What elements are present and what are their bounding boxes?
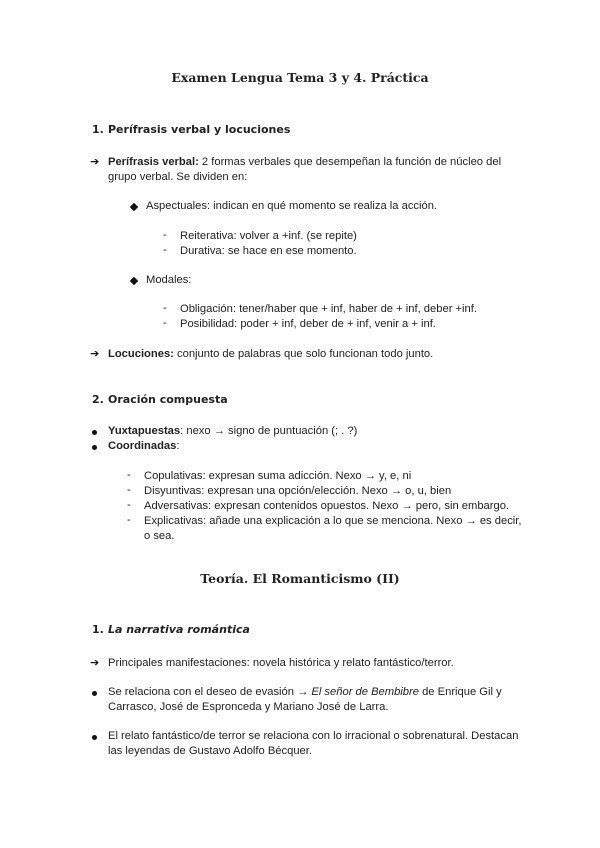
dash-bullet: - bbox=[163, 317, 167, 329]
dash-bullet: - bbox=[163, 302, 167, 314]
yuxtapuestas-line bbox=[108, 424, 357, 439]
coordinadas-text: : bbox=[176, 440, 180, 452]
dash-bullet: - bbox=[127, 469, 131, 481]
fantastico-line2: las leyendas de Gustavo Adolfo Bécquer. bbox=[108, 745, 312, 757]
evasion-pre: Se relaciona con el deseo de evasión → bbox=[108, 686, 312, 698]
aspectuales-item: Durativa: se hace en ese momento. bbox=[180, 245, 357, 257]
coordinadas-item: Copulativas: expresan suma adicción. Nexo → y, e, ni bbox=[144, 470, 412, 482]
bullet-dot-icon bbox=[92, 691, 97, 696]
evasion-line2: Carrasco, José de Espronceda y Mariano José de Larra. bbox=[108, 701, 389, 713]
section-number: 2. bbox=[92, 393, 104, 406]
section-heading-text: La narrativa romántica bbox=[108, 623, 250, 636]
locuciones-label: Locuciones: bbox=[108, 348, 174, 360]
bullet-dot-icon bbox=[92, 430, 97, 435]
coordinadas-item: Explicativas: añade una explicación a lo que se menciona. Nexo → es decir, bbox=[144, 515, 522, 527]
aspectuales-text: Aspectuales: indican en qué momento se realiza la acción. bbox=[146, 200, 438, 212]
section-heading: Oración compuesta bbox=[108, 393, 228, 406]
aspectuales-item: Reiterativa: volver a +inf. (se repite) bbox=[180, 230, 357, 242]
locuciones-line bbox=[108, 347, 433, 362]
perifrasis-label: Perífrasis verbal: bbox=[108, 156, 199, 168]
perifrasis-line2: grupo verbal. Se dividen en: bbox=[108, 171, 248, 183]
theory-title: Teoría. El Romanticismo (II) bbox=[200, 571, 400, 586]
dash-bullet: - bbox=[127, 499, 131, 511]
section-heading: Perífrasis verbal y locuciones bbox=[108, 123, 291, 136]
arrow-right-icon: ➔ bbox=[90, 347, 100, 360]
evasion-post: de Enrique Gil y bbox=[418, 686, 502, 698]
modales-text: Modales: bbox=[146, 274, 192, 286]
yuxtapuestas-text: : nexo → signo de puntuación (; . ?) bbox=[180, 425, 358, 437]
evasion-line1 bbox=[108, 685, 502, 700]
locuciones-text: conjunto de palabras que solo funcionan todo junto. bbox=[173, 348, 434, 360]
diamond-bullet-icon bbox=[130, 203, 138, 211]
section-number: 1. bbox=[92, 623, 104, 636]
modales-item: Posibilidad: poder + inf, deber de + inf, venir a + inf. bbox=[180, 318, 436, 330]
coordinadas-label: Coordinadas bbox=[108, 440, 177, 452]
bullet-dot-icon bbox=[92, 735, 97, 740]
dash-bullet: - bbox=[163, 229, 167, 241]
dash-bullet: - bbox=[127, 514, 131, 526]
manifestaciones-text: Principales manifestaciones: novela histórica y relato fantástico/terror. bbox=[108, 657, 454, 669]
coordinadas-item-continued: o sea. bbox=[144, 530, 175, 542]
dash-bullet: - bbox=[163, 244, 167, 256]
arrow-right-icon: ➔ bbox=[90, 155, 100, 168]
document-title: Examen Lengua Tema 3 y 4. Práctica bbox=[171, 70, 429, 85]
diamond-bullet-icon bbox=[130, 277, 138, 285]
section-heading bbox=[108, 623, 250, 636]
evasion-title: El señor de Bembibre bbox=[311, 686, 419, 698]
perifrasis-line1 bbox=[108, 155, 501, 170]
fantastico-line1: El relato fantástico/de terror se relaciona con lo irracional o sobrenatural. Destacan bbox=[108, 730, 519, 742]
coordinadas-line bbox=[108, 439, 180, 454]
coordinadas-item: Disyuntivas: expresan una opción/elección. Nexo → o, u, bien bbox=[144, 485, 452, 497]
perifrasis-text: 2 formas verbales que desempeñan la función de núcleo del bbox=[198, 156, 502, 168]
dash-bullet: - bbox=[127, 484, 131, 496]
section-number: 1. bbox=[92, 123, 104, 136]
bullet-dot-icon bbox=[92, 445, 97, 450]
modales-item: Obligación: tener/haber que + inf, haber de + inf, deber +inf. bbox=[180, 303, 477, 315]
arrow-right-icon: ➔ bbox=[90, 656, 100, 669]
yuxtapuestas-label: Yuxtapuestas bbox=[108, 425, 181, 437]
coordinadas-item: Adversativas: expresan contenidos opuestos. Nexo → pero, sin embargo. bbox=[144, 500, 510, 512]
